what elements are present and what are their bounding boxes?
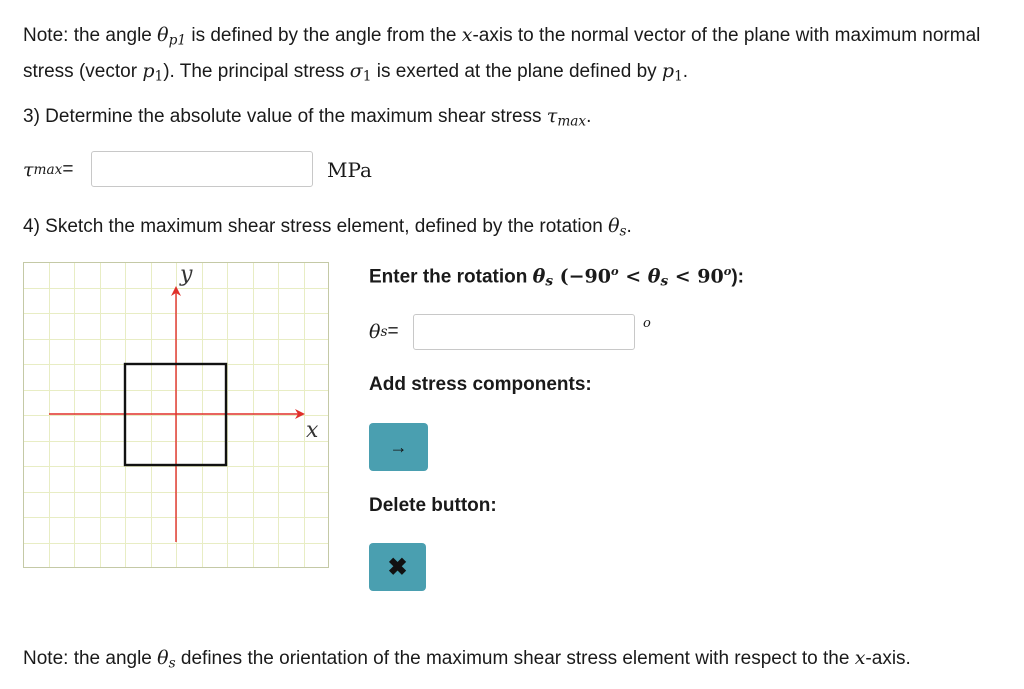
close-icon: ✖ [387, 553, 408, 581]
note-principal-angle: Note: the angle $\theta_{p1}$ is defined by the angle from the x-axis to the normal vector of the plane with maximum normal stress (vector $p_1$). The principal stress $\sigma_1$ is exerted at the plane defined by $p_1$. [23, 24, 981, 85]
sketch-canvas[interactable] [23, 262, 329, 568]
delete-button[interactable] [369, 543, 426, 591]
y-axis-label: y [180, 262, 193, 287]
degree-unit: o [643, 316, 651, 331]
tau-max-input[interactable] [91, 151, 313, 187]
question-3: 3) Determine the absolute value of the maximum shear stress $\tau_{max}$. [23, 105, 592, 130]
add-stress-button[interactable] [369, 423, 428, 471]
x-axis-label: x [306, 418, 319, 443]
note-shear-angle: Note: the angle $\theta_s$ defines the orientation of the maximum shear stress element with respect to the x-axis. [23, 647, 911, 672]
tau-max-label: τ max = [23, 159, 74, 181]
theta-s-label: θ s = [369, 321, 399, 343]
add-stress-label: Add stress components: [369, 374, 592, 395]
delete-label: Delete button: [369, 495, 497, 516]
question-4: 4) Sketch the maximum shear stress element, defined by the rotation $\theta_s$. [23, 215, 632, 240]
rotation-label: Enter the rotation $\theta_s$ $(-90^o < \theta_s < 90^o)$: [369, 264, 744, 290]
theta-s-input[interactable] [413, 314, 635, 350]
arrow-right-icon: → [389, 436, 408, 457]
tau-max-unit: MPa [327, 158, 372, 182]
